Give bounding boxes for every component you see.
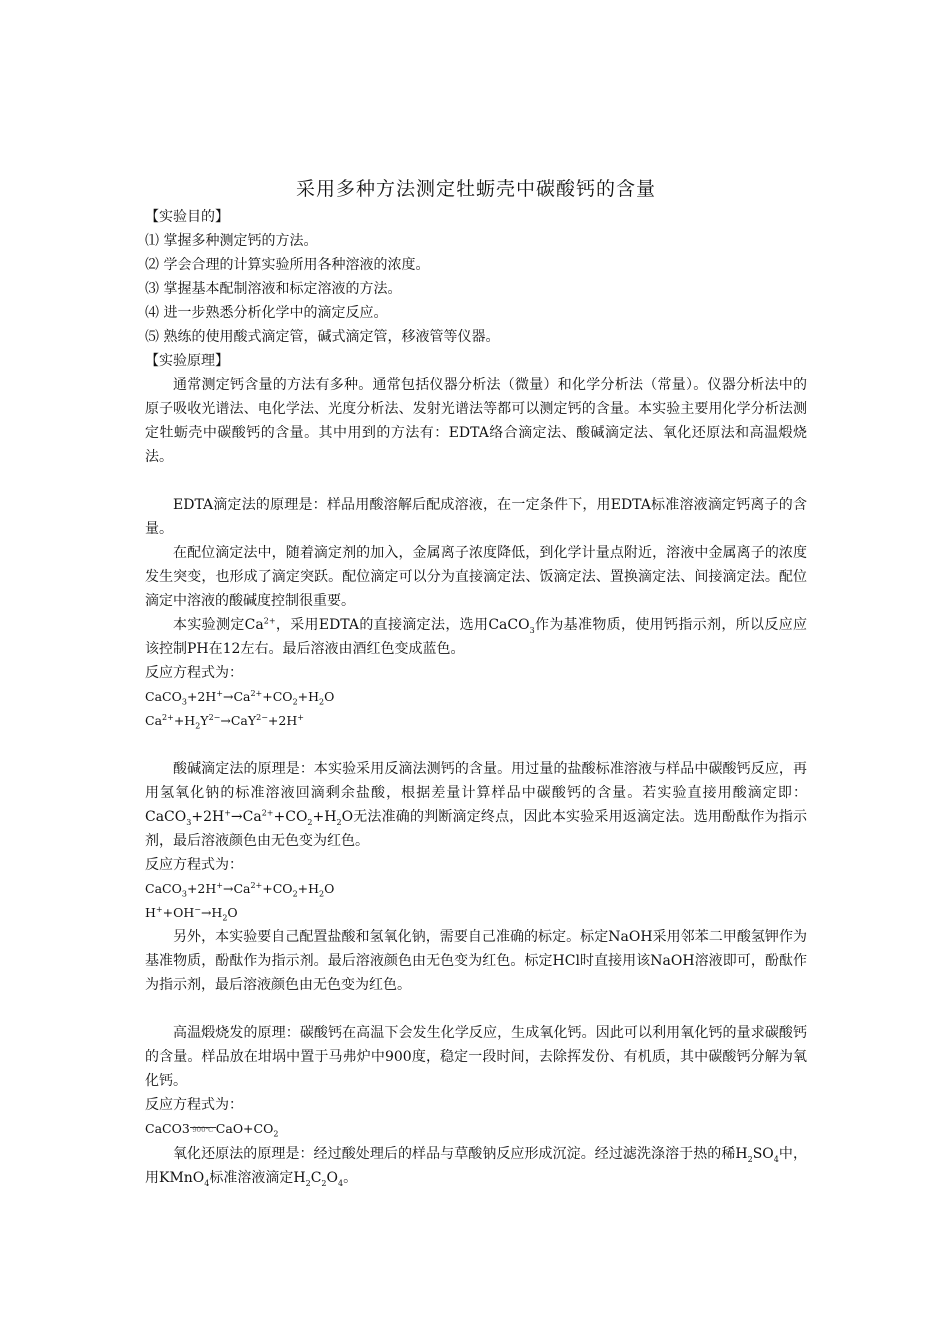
- equation-2: $Ca^{2+}+H_2Y^{2-}\to CaY^{2-}+2H^+$: [145, 712, 304, 731]
- calcination-paragraph: 高温煅烧发的原理：碳酸钙在高温下会发生化学反应，生成氧化钙。因此可以利用氧化钙的量求碳酸钙的含量。样品放在坩埚中置于马弗炉中900度，稳定一段时间，去除挥发份、有机质，其中碳酸钙分解为氧化钙。: [145, 1025, 807, 1089]
- principle-intro: 通常测定钙含量的方法有多种。通常包括仪器分析法（微量）和化学分析法（常量）。仪器分析法中的原子吸收光谱法、电化学法、光度分析法、发射光谱法等都可以测定钙的含量。本实验主要用化学分析法测定牡蛎壳中碳酸钙的含量。其中用到的方法有：EDTA络合滴定法、酸碱滴定法、氧化还原法和高温煅烧法。: [145, 377, 807, 465]
- equation-3: $CaCO_3+2H^+\to Ca^{2+}+CO_2+H_2O$: [145, 880, 335, 899]
- equation-label: 反应方程式为：: [145, 665, 243, 681]
- edta-paragraph-2: 在配位滴定法中，随着滴定剂的加入，金属离子浓度降低，到化学计量点附近，溶液中金属离子的浓度发生突变，也形成了滴定突跃。配位滴定可以分为直接滴定法、饭滴定法、置换滴定法、间接滴定法。配位滴定中溶液的酸碱度控制很重要。: [145, 545, 807, 609]
- page-title: 采用多种方法测定牡蛎壳中碳酸钙的含量: [295, 178, 656, 200]
- edta-paragraph-3: [145, 613, 807, 661]
- purpose-item-5: ⑸ 熟练的使用酸式滴定管，碱式滴定管，移液管等仪器。: [145, 329, 500, 345]
- superscript: 2+: [263, 616, 276, 626]
- text-run: 本实验测定Ca: [173, 617, 264, 633]
- document-page: [145, 176, 807, 1190]
- equation-4: $H^++OH^-\to H_2O$: [145, 904, 238, 923]
- section-heading-principle: 【实验原理】: [145, 353, 229, 369]
- heating-condition: 900℃: [190, 1118, 216, 1142]
- purpose-item-4: ⑷ 进一步熟悉分析化学中的滴定反应。: [145, 305, 388, 321]
- purpose-item-3: ⑶ 掌握基本配制溶液和标定溶液的方法。: [145, 281, 402, 297]
- section-heading-purpose: 【实验目的】: [145, 209, 229, 225]
- equation-label: 反应方程式为：: [145, 857, 243, 873]
- edta-paragraph-1: EDTA滴定法的原理是：样品用酸溶解后配成溶液，在一定条件下，用EDTA标准溶液滴定钙离子的含量。: [145, 497, 807, 537]
- equation-1: $CaCO_3+2H^+\to Ca^{2+}+CO_2+H_2O$: [145, 688, 335, 707]
- spacer: [145, 997, 807, 1021]
- equation-5: CaCO3 900℃ $CaO+CO_2$: [145, 1117, 807, 1142]
- equation-label: 反应方程式为：: [145, 1097, 243, 1113]
- subscript: 3: [529, 625, 535, 635]
- redox-paragraph: 氧化还原法的原理是：经过酸处理后的样品与草酸钠反应形成沉淀。经过滤洗涤溶于热的稀$H_2SO_4$中，用KMnO$_4$标准溶液滴定$H_2C_2O_4$。: [145, 1145, 807, 1188]
- spacer: [145, 733, 807, 757]
- purpose-item-2: ⑵ 学会合理的计算实验所用各种溶液的浓度。: [145, 257, 430, 273]
- acid-base-paragraph-1: 酸碱滴定法的原理是：本实验采用反滴法测钙的含量。用过量的盐酸标准溶液与样品中碳酸钙反应，再用氢氧化钠的标准溶液回滴剩余盐酸，根据差量计算样品中碳酸钙的含量。若实验直接用酸滴定即：$CaCO_3+2H^+\to Ca^{2+}+CO_2+H_2O$无法准确的判断滴定终点，因此本实验采用返滴定法。选用酚酞作为指示剂，最后溶液颜色由无色变为红色。: [145, 761, 807, 849]
- purpose-item-1: ⑴ 掌握多种测定钙的方法。: [145, 233, 318, 249]
- spacer: [145, 469, 807, 493]
- acid-base-paragraph-2: 另外，本实验要自己配置盐酸和氢氧化钠，需要自己准确的标定。标定NaOH采用邻苯二甲酸氢钾作为基准物质，酚酞作为指示剂。最后溶液颜色由无色变为红色。标定HCl时直接用该NaOH溶液即可，酚酞作为指示剂，最后溶液颜色由无色变为红色。: [145, 929, 807, 993]
- text-run: 作为基准物质，使用钙指示剂，所以反应应该控制PH在12左右。最后溶液由酒红色变成蓝色。: [145, 617, 808, 657]
- text-run: ，采用EDTA的直接滴定法，选用CaCO: [275, 617, 530, 633]
